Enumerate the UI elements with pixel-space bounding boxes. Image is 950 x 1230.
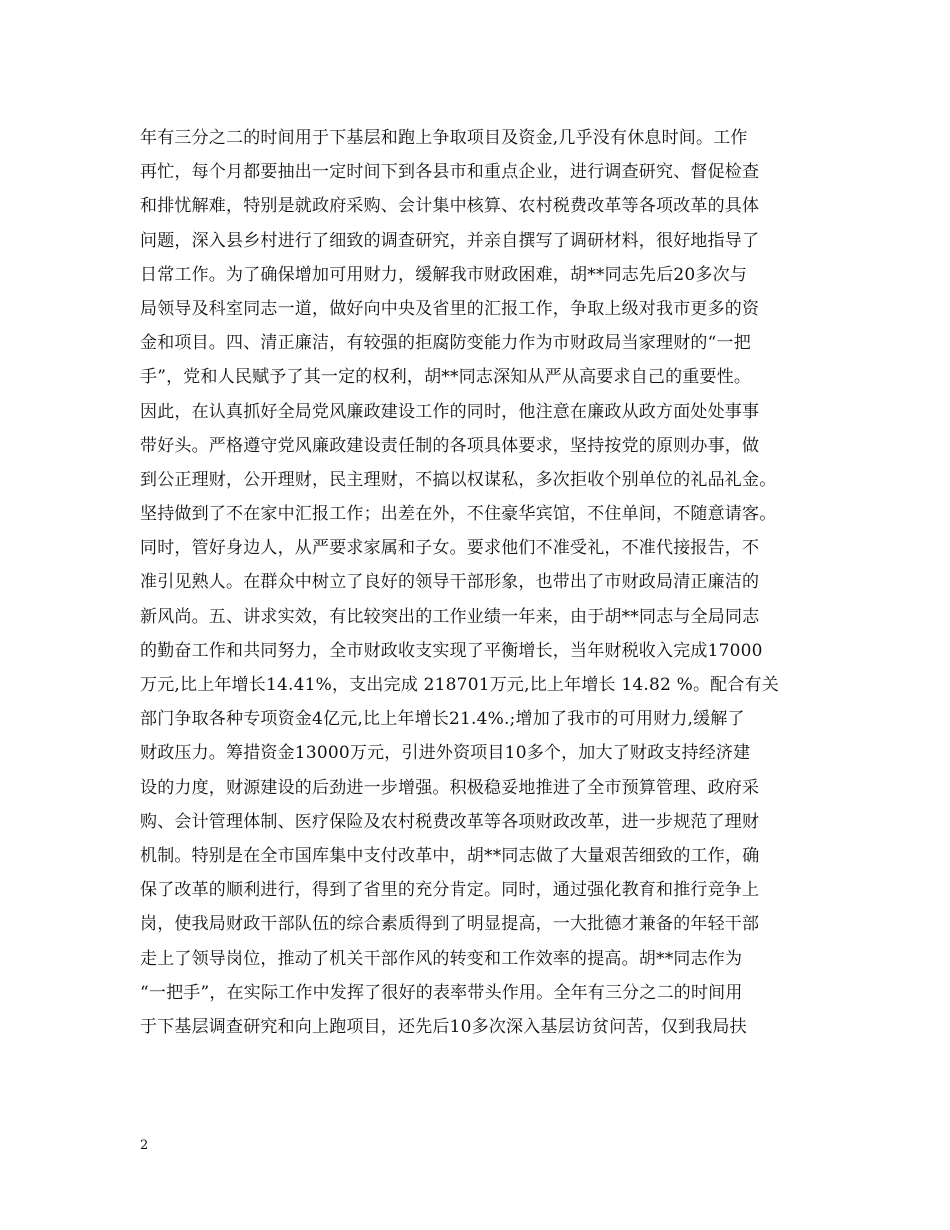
text-line: 问题，深入县乡村进行了细致的调查研究，并亲自撰写了调研材料，很好地指导了 [140,230,760,251]
text-line: 于下基层调查研究和向上跑项目，还先后10多次深入基层访贫问苦，仅到我局扶 [140,1016,747,1037]
text-line: 走上了领导岗位，推动了机关干部作风的转变和工作效率的提高。胡**同志作为 [140,948,743,969]
text-line: 和排忧解难，特别是就政府采购、会计集中核算、农村税费改革等各项改革的具体 [140,196,760,217]
text-line: 新风尚。五、讲求实效，有比较突出的工作业绩一年来，由于胡**同志与全局同志 [140,606,760,627]
text-line: 的勤奋工作和共同努力，全市财政收支实现了平衡增长，当年财税收入完成17000 [140,640,763,661]
text-line: 金和项目。四、清正廉洁，有较强的拒腐防变能力作为市财政局当家理财的“一把 [140,333,751,354]
text-line: 日常工作。为了确保增加可用财力，缓解我市财政困难，胡**同志先后20多次与 [140,264,748,285]
text-line: 手”，党和人民赋予了其一定的权利，胡**同志深知从严从高要求自己的重要性。 [140,367,752,388]
text-line: 带好头。严格遵守党风廉政建设责任制的各项具体要求，坚持按党的原则办事，做 [140,435,760,456]
text-line: 局领导及科室同志一道，做好向中央及省里的汇报工作，争取上级对我市更多的资 [140,298,760,319]
text-line: “一把手”，在实际工作中发挥了很好的表率带头作用。全年有三分之二的时间用 [140,982,743,1003]
text-line: 到公正理财，公开理财，民主理财，不搞以权谋私，多次拒收个别单位的礼品礼金。 [140,469,777,490]
text-line: 因此，在认真抓好全局党风廉政建设工作的同时，他注意在廉政从政方面处处事事 [140,401,760,422]
text-line: 年有三分之二的时间用于下基层和跑上争取项目及资金,几乎没有休息时间。工作 [140,128,748,148]
text-line: 准引见熟人。在群众中树立了良好的领导干部形象，也带出了市财政局清正廉洁的 [140,572,760,593]
text-line: 万元,比上年增长14.41%，支出完成 218701万元,比上年增长 14.82 %。配合有关 [140,675,779,695]
text-line: 岗，使我局财政干部队伍的综合素质得到了明显提高，一大批德才兼备的年轻干部 [140,914,760,935]
text-line: 保了改革的顺利进行，得到了省里的充分肯定。同时，通过强化教育和推行竞争上 [140,880,760,901]
text-line: 坚持做到了不在家中汇报工作；出差在外，不住豪华宾馆，不住单间，不随意请客。 [140,504,777,525]
text-line: 财政压力。筹措资金13000万元，引进外资项目10多个，加大了财政支持经济建 [140,743,751,764]
body-text [140,121,840,1044]
page-number: 2 [140,1138,149,1153]
text-line: 机制。特别是在全市国库集中支付改革中，胡**同志做了大量艰苦细致的工作，确 [140,845,760,866]
text-line: 购、会计管理体制、医疗保险及农村税费改革等各项财政改革，进一步规范了理财 [140,811,760,832]
text-line: 部门争取各种专项资金4亿元,比上年增长21.4%.;增加了我市的可用财力,缓解了 [140,709,745,730]
text-line: 同时，管好身边人，从严要求家属和子女。要求他们不准受礼，不准代接报告，不 [140,538,760,559]
text-line: 再忙，每个月都要抽出一定时间下到各县市和重点企业，进行调查研究、督促检查 [140,162,760,183]
text-line: 设的力度，财源建设的后劲进一步增强。积极稳妥地推进了全市预算管理、政府采 [140,777,760,798]
